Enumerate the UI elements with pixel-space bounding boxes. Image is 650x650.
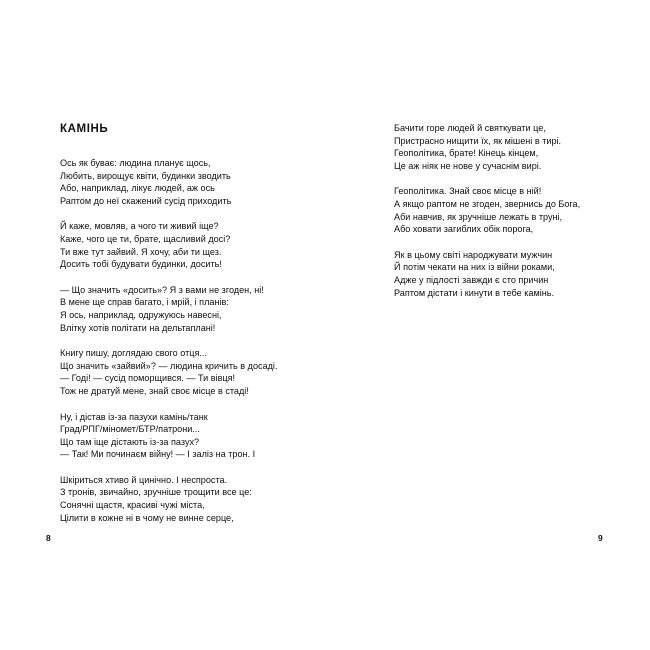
poem-line: Сонячні щастя, красиві чужі міста, [60, 500, 205, 511]
poem-line: Раптом до неї скажений сусід приходить [60, 195, 232, 206]
poem-line: Аби навчив, як зручніше лежать в труні, [394, 211, 563, 222]
stanza [394, 249, 644, 299]
poem-line: Що значить «зайвий»? — людина кричить в досаді. [60, 360, 278, 371]
stanza [60, 474, 315, 524]
book-spread [0, 75, 650, 575]
stanza [60, 220, 315, 270]
poem-line: Цілити в кожне ні в чому не винне серце, [60, 512, 234, 523]
poem-line: Геополітика. Знай своє місце в ній! [394, 186, 542, 197]
poem-line: Ну, і дістав із-за пазухи камінь/танк [60, 411, 208, 422]
poem-line: Адже у підлості завжди є сто причин [394, 274, 549, 285]
page-number-right: 9 [598, 533, 603, 543]
poem-line: Або, наприклад, лікує людей, аж ось [60, 183, 215, 194]
poem-line: В мене ще справ багато, і мрій, і планів: [60, 297, 229, 308]
poem-line: — Годі! — сусід поморщився. — Ти вівця! [60, 373, 236, 384]
right-page [325, 75, 650, 575]
stanza [60, 411, 315, 461]
poem-line: Досить тобі будувати будинки, досить! [60, 259, 222, 270]
poem-line: Й каже, мовляв, а чого ти живий іще? [60, 221, 219, 232]
right-poem-body [394, 122, 644, 312]
poem-line: Каже, чого це ти, брате, щасливий досі? [60, 233, 231, 244]
stanza [60, 157, 315, 207]
poem-line: Шкіриться хтиво й цинічно. І неспроста. [60, 474, 228, 485]
poem-title: КАМІНЬ [60, 123, 109, 135]
poem-line: Це аж ніяк не нове у сучаснім вирі. [394, 160, 542, 171]
stanza [60, 284, 315, 334]
left-poem-body [60, 157, 315, 537]
poem-line: Тож не дратуй мене, знай своє місце в стаді! [60, 385, 249, 396]
poem-line: Книгу пишу, доглядаю свого отця... [60, 348, 207, 359]
poem-line: З тронів, звичайно, зручніше трощити все це: [60, 487, 252, 498]
poem-line: А якщо раптом не згоден, звернись до Бога, [394, 198, 581, 209]
page-number-left: 8 [46, 533, 51, 543]
poem-line: Як в цьому світі народжувати мужчин [394, 249, 553, 260]
poem-line: Ти вже тут зайвий. Я хочу, аби ти щез. [60, 246, 222, 257]
left-page [0, 75, 325, 575]
poem-line: Ось як буває: людина планує щось, [60, 158, 211, 168]
stanza [60, 347, 315, 397]
poem-line: Я ось, наприклад, одружуюсь навесні, [60, 309, 222, 320]
poem-line: Град/РПГ/міномет/БТР/патрони... [60, 424, 200, 435]
poem-line: — Так! Ми починаєм війну! — І заліз на трон. І [60, 449, 256, 460]
poem-line: Або ховати загиблих обік порога, [394, 224, 534, 235]
stanza [394, 122, 644, 172]
poem-line: Любить, вирощує квіти, будинки зводить [60, 170, 231, 181]
poem-line: Й потім чекати на них із війни роками, [394, 262, 555, 273]
stanza [394, 185, 644, 235]
poem-line: Бачити горе людей й святкувати це, [394, 123, 546, 133]
poem-line: Раптом дістати і кинути в тебе камінь. [394, 287, 555, 298]
poem-line: Що там іще дістають із-за пазух? [60, 436, 200, 447]
poem-line: Геополітика, брате! Кінець кінцем, [394, 148, 539, 159]
poem-line: Пристрасно нищити їх, як мішені в тирі. [394, 135, 562, 146]
poem-line: Влітку хотів політати на дельтаплані! [60, 322, 216, 333]
poem-line: — Що значить «досить»? Я з вами не згоден, ні! [60, 284, 264, 295]
